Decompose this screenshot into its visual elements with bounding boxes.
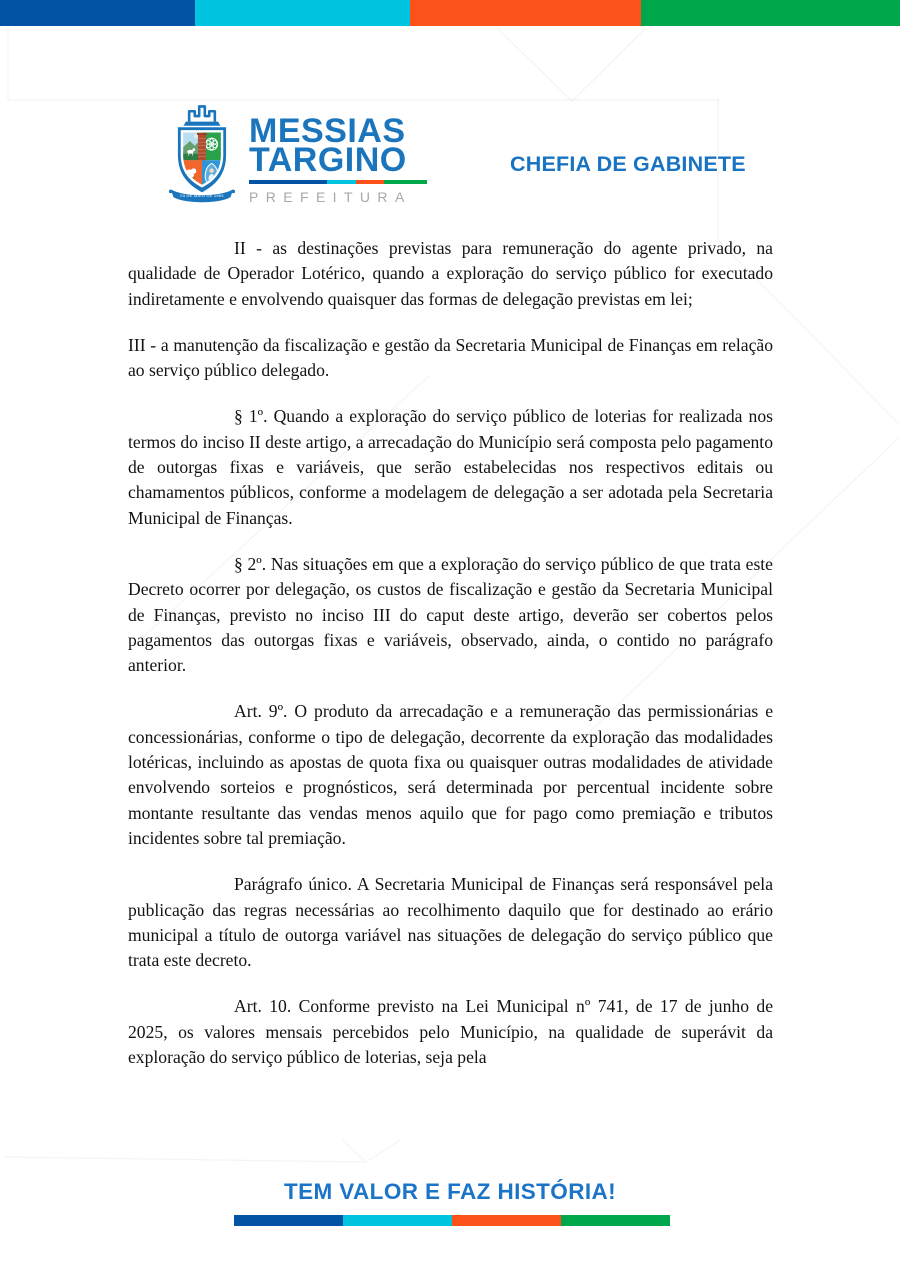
logo-underline-green (384, 180, 427, 184)
department-title: CHEFIA DE GABINETE (510, 152, 746, 176)
paragraph-inciso-ii: II - as destinações previstas para remuneração do agente privado, na qualidade de Operador Lotérico, quando a exploração do serviço público for executado indiretamente e envolvendo quaisquer das formas de delegação previstas em lei; (128, 238, 773, 309)
footer-bar-segment-orange (452, 1215, 561, 1226)
foundation-date-banner: 03 DE MAIO DE 1963 (180, 192, 224, 198)
brand-bar-segment-orange (410, 0, 641, 26)
paragraph-par-1: § 1º. Quando a exploração do serviço público de loterias for realizada nos termos do inciso II deste artigo, a arrecadação do Município será composta pelo pagamento de outorgas fixas e variáveis, que serão estabelecidas nos respectivos editais ou chamamentos públicos, conforme a modelagem de delegação a ser adotada pela Secretaria Municipal de Finanças. (128, 406, 773, 528)
paragraph-art-10: Art. 10. Conforme previsto na Lei Municipal nº 741, de 17 de junho de 2025, os valores mensais percebidos pelo Município, na qualidade de superávit da exploração do serviço público de loterias, seja pela (128, 996, 773, 1068)
slogan-part: VALOR (339, 1179, 419, 1204)
footer-slogan (0, 1179, 900, 1205)
footer-bar-segment-cyan (343, 1215, 452, 1226)
footer-bar-segment-blue (234, 1215, 343, 1226)
top-brand-bar (0, 0, 900, 26)
brand-bar-segment-blue (0, 0, 195, 26)
slogan-part: TEM (283, 1179, 340, 1204)
logo-wordmark (249, 112, 459, 205)
slogan-part: E FAZ (418, 1179, 498, 1204)
logo-subtitle: PREFEITURA (249, 188, 412, 205)
document-body (128, 236, 773, 1091)
logo-name-line2: TARGINO (249, 141, 407, 179)
footer-bar-segment-green (561, 1215, 670, 1226)
paragraph-par-2: § 2º. Nas situações em que a exploração do serviço público de que trata este Decreto ocorrer por delegação, os custos de fiscalização e gestão da Secretaria Municipal de Finanças, previsto no inciso III do caput deste artigo, deverão ser cobertos pelos pagamentos das outorgas fixas e variáveis, observado, ainda, o contido no parágrafo anterior. (128, 553, 773, 676)
logo-underline (249, 180, 427, 184)
brand-bar-segment-green (641, 0, 900, 26)
logo-underline-cyan (327, 180, 355, 184)
paragraph-inciso-iii: III - a manutenção da fiscalização e gestão da Secretaria Municipal de Finanças em relação ao serviço público delegado. (128, 334, 773, 381)
coat-of-arms (157, 100, 247, 206)
slogan-part: HISTÓRIA! (497, 1179, 617, 1204)
logo-underline-orange (356, 180, 384, 184)
crown-icon (189, 106, 215, 121)
footer-brand-bar (234, 1215, 670, 1226)
paragraph-art-9: Art. 9º. O produto da arrecadação e a remuneração das permissionárias e concessionárias, conforme o tipo de delegação, decorrente da exploração das modalidades lotéricas, incluindo as apostas de quota fixa ou quaisquer outras modalidades de atividade envolvendo sorteios e prognósticos, será determinada por percentual incidente sobre montante resultante das vendas menos aquilo que for pago como premiação e tributos incidentes sobre tal premiação. (128, 701, 773, 848)
logo-underline-blue (249, 180, 327, 184)
paragraph-paragrafo-unico: Parágrafo único. A Secretaria Municipal de Finanças será responsável pela publicação das regras necessárias ao recolhimento daquilo que for destinado ao erário municipal a título de outorga variável nas situações de delegação do serviço público que trata este decreto. (128, 874, 773, 971)
brand-bar-segment-cyan (195, 0, 410, 26)
logo-name-line1: MESSIAS (249, 112, 406, 150)
